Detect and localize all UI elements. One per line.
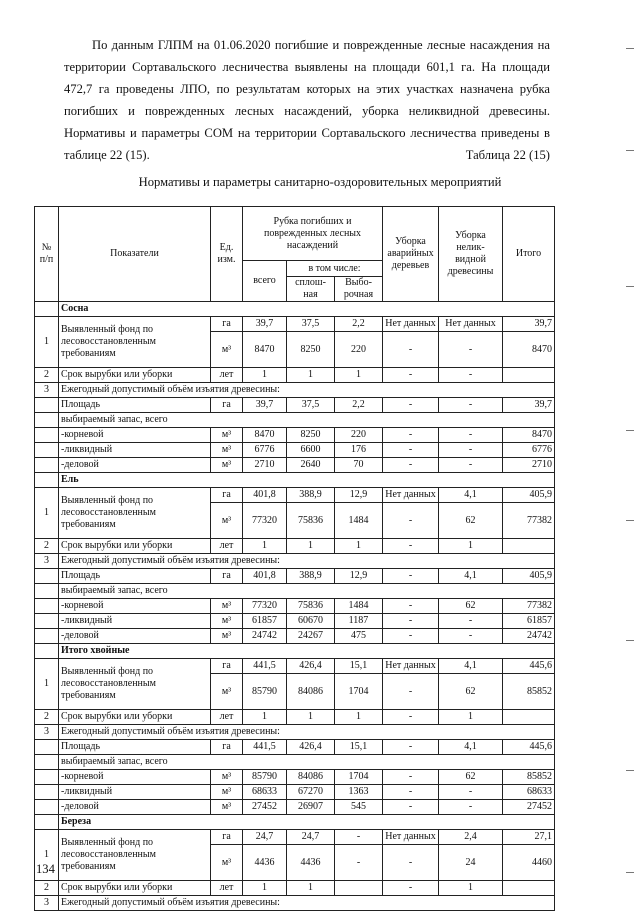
value-cell: 426,4 <box>287 740 335 755</box>
value-cell: 6776 <box>243 443 287 458</box>
value-cell: 441,5 <box>243 659 287 674</box>
table-row <box>35 770 555 785</box>
row-num <box>35 428 59 443</box>
value-cell: 1 <box>439 710 503 725</box>
row-num: 2 <box>35 710 59 725</box>
value-cell <box>503 881 555 896</box>
unit-cell: лет <box>211 539 243 554</box>
value-cell: - <box>335 845 383 881</box>
value-cell: - <box>383 332 439 368</box>
value-cell: 405,9 <box>503 488 555 503</box>
row-num: 3 <box>35 554 59 569</box>
value-cell: Нет данных <box>383 659 439 674</box>
value-cell: 1 <box>243 881 287 896</box>
table-row <box>35 830 555 845</box>
value-cell: 441,5 <box>243 740 287 755</box>
unit-cell: м³ <box>211 770 243 785</box>
header-selective: Выбо-рочная <box>335 277 383 302</box>
value-cell: 75836 <box>287 503 335 539</box>
value-cell: 1 <box>439 539 503 554</box>
value-cell: 8470 <box>503 332 555 368</box>
value-cell: 27,1 <box>503 830 555 845</box>
unit-cell: м³ <box>211 332 243 368</box>
unit-cell: га <box>211 659 243 674</box>
table-row <box>35 368 555 383</box>
row-label: Выявленный фонд по лесовосстановленным требованиям <box>59 488 211 539</box>
header-total: Итого <box>503 207 555 302</box>
scan-edge-marks <box>624 0 638 905</box>
value-cell: - <box>383 599 439 614</box>
table-caption: Нормативы и параметры санитарно-оздоровительных мероприятий <box>138 175 502 189</box>
header-clear: сплош-ная <box>287 277 335 302</box>
value-cell: 1 <box>335 368 383 383</box>
value-cell: - <box>383 458 439 473</box>
value-cell: 2,2 <box>335 398 383 413</box>
header-num: № п/п <box>35 207 59 302</box>
section-num <box>35 302 59 317</box>
value-cell: 61857 <box>243 614 287 629</box>
table-row <box>35 413 555 428</box>
value-cell: - <box>439 443 503 458</box>
value-cell: 24,7 <box>287 830 335 845</box>
row-num <box>35 740 59 755</box>
row-num <box>35 755 59 770</box>
value-cell: 24 <box>439 845 503 881</box>
value-cell: 12,9 <box>335 488 383 503</box>
value-cell: Нет данных <box>383 488 439 503</box>
unit-cell: м³ <box>211 674 243 710</box>
row-num <box>35 614 59 629</box>
row-num: 3 <box>35 896 59 911</box>
row-num <box>35 413 59 428</box>
section-title: Сосна <box>59 302 555 317</box>
edge-mark <box>626 430 634 431</box>
section-num <box>35 644 59 659</box>
edge-mark <box>626 872 634 873</box>
value-cell: 61857 <box>503 614 555 629</box>
table-row <box>35 755 555 770</box>
value-cell: 2710 <box>503 458 555 473</box>
value-cell: 24267 <box>287 629 335 644</box>
value-cell: - <box>383 800 439 815</box>
value-cell: 1 <box>287 539 335 554</box>
table-row <box>35 398 555 413</box>
value-cell: 8250 <box>287 428 335 443</box>
table-row <box>35 785 555 800</box>
unit-cell: м³ <box>211 443 243 458</box>
value-cell: 405,9 <box>503 569 555 584</box>
header-indicators: Показатели <box>59 207 211 302</box>
value-cell: 426,4 <box>287 659 335 674</box>
value-cell <box>503 539 555 554</box>
edge-mark <box>626 48 634 49</box>
edge-mark <box>626 286 634 287</box>
value-cell: 1363 <box>335 785 383 800</box>
value-cell: 75836 <box>287 599 335 614</box>
value-cell: 67270 <box>287 785 335 800</box>
value-cell <box>335 881 383 896</box>
value-cell: 1 <box>335 539 383 554</box>
value-cell: 6776 <box>503 443 555 458</box>
row-label: -корневой <box>59 770 211 785</box>
value-cell: 8250 <box>287 332 335 368</box>
value-cell: 68633 <box>243 785 287 800</box>
table-row <box>35 881 555 896</box>
table-row <box>35 443 555 458</box>
value-cell: 8470 <box>243 332 287 368</box>
row-num <box>35 800 59 815</box>
unit-cell: лет <box>211 881 243 896</box>
unit-cell: м³ <box>211 845 243 881</box>
value-cell: 401,8 <box>243 569 287 584</box>
section-num <box>35 473 59 488</box>
row-label: Выявленный фонд по лесовосстановленным требованиям <box>59 659 211 710</box>
value-cell: 15,1 <box>335 659 383 674</box>
value-cell: 1 <box>287 881 335 896</box>
row-num: 2 <box>35 368 59 383</box>
value-cell: 1704 <box>335 674 383 710</box>
value-cell: 4,1 <box>439 740 503 755</box>
section-row <box>35 644 555 659</box>
unit-cell: м³ <box>211 599 243 614</box>
value-cell: 24,7 <box>243 830 287 845</box>
section-title: Ель <box>59 473 555 488</box>
value-cell: 475 <box>335 629 383 644</box>
value-cell: 4,1 <box>439 659 503 674</box>
value-cell: - <box>383 674 439 710</box>
row-label: выбираемый запас, всего <box>59 584 555 599</box>
norms-table <box>34 206 555 911</box>
value-cell: 2710 <box>243 458 287 473</box>
value-cell: - <box>439 800 503 815</box>
value-cell: 445,6 <box>503 659 555 674</box>
value-cell: 62 <box>439 599 503 614</box>
value-cell: 545 <box>335 800 383 815</box>
value-cell: 84086 <box>287 674 335 710</box>
value-cell: 1484 <box>335 503 383 539</box>
row-label: Площадь <box>59 398 211 413</box>
table-row <box>35 740 555 755</box>
value-cell: - <box>439 332 503 368</box>
section-row <box>35 815 555 830</box>
row-label: -ликвидный <box>59 614 211 629</box>
value-cell: 77320 <box>243 599 287 614</box>
value-cell <box>503 368 555 383</box>
row-label: Площадь <box>59 569 211 584</box>
row-num: 2 <box>35 881 59 896</box>
value-cell: 8470 <box>243 428 287 443</box>
row-label: выбираемый запас, всего <box>59 755 555 770</box>
value-cell: Нет данных <box>383 317 439 332</box>
table-row <box>35 488 555 503</box>
row-label: Срок вырубки или уборки <box>59 539 211 554</box>
unit-cell: га <box>211 569 243 584</box>
value-cell: 1 <box>243 539 287 554</box>
row-num <box>35 458 59 473</box>
row-label: Срок вырубки или уборки <box>59 881 211 896</box>
value-cell: 85790 <box>243 674 287 710</box>
value-cell: 401,8 <box>243 488 287 503</box>
value-cell: 70 <box>335 458 383 473</box>
value-cell: 60670 <box>287 614 335 629</box>
value-cell: 12,9 <box>335 569 383 584</box>
row-label: Ежегодный допустимый объём изъятия древесины: <box>59 554 555 569</box>
value-cell: 39,7 <box>503 398 555 413</box>
value-cell: 68633 <box>503 785 555 800</box>
row-label: выбираемый запас, всего <box>59 413 555 428</box>
value-cell: 77382 <box>503 503 555 539</box>
value-cell: - <box>383 398 439 413</box>
value-cell: 39,7 <box>503 317 555 332</box>
header-unit: Ед. изм. <box>211 207 243 302</box>
value-cell: 176 <box>335 443 383 458</box>
value-cell: - <box>383 428 439 443</box>
unit-cell: м³ <box>211 428 243 443</box>
row-num <box>35 443 59 458</box>
row-label: -деловой <box>59 629 211 644</box>
section-num <box>35 815 59 830</box>
row-num <box>35 599 59 614</box>
value-cell: 4460 <box>503 845 555 881</box>
row-num <box>35 398 59 413</box>
unit-cell: м³ <box>211 503 243 539</box>
value-cell: 39,7 <box>243 398 287 413</box>
value-cell: 220 <box>335 428 383 443</box>
value-cell: 1187 <box>335 614 383 629</box>
value-cell: - <box>383 710 439 725</box>
header-total-felling: всего <box>243 261 287 302</box>
table-row <box>35 710 555 725</box>
row-num: 1 <box>35 830 59 881</box>
value-cell: - <box>383 845 439 881</box>
unit-cell: лет <box>211 710 243 725</box>
value-cell: - <box>383 785 439 800</box>
value-cell: 6600 <box>287 443 335 458</box>
value-cell: 15,1 <box>335 740 383 755</box>
unit-cell: м³ <box>211 800 243 815</box>
page-number: 134 <box>36 862 55 876</box>
value-cell: 2640 <box>287 458 335 473</box>
table-row <box>35 539 555 554</box>
value-cell: - <box>383 503 439 539</box>
value-cell: 4,1 <box>439 488 503 503</box>
row-label: Ежегодный допустимый объём изъятия древесины: <box>59 896 555 911</box>
value-cell: - <box>439 398 503 413</box>
value-cell: 85852 <box>503 770 555 785</box>
value-cell: 24742 <box>503 629 555 644</box>
value-cell: 1 <box>243 368 287 383</box>
value-cell: - <box>383 539 439 554</box>
value-cell: 1 <box>243 710 287 725</box>
value-cell: - <box>383 740 439 755</box>
unit-cell: м³ <box>211 614 243 629</box>
row-label: -ликвидный <box>59 443 211 458</box>
intro-paragraph: По данным ГЛПМ на 01.06.2020 погибшие и поврежденные лесные насаждения на территории Сортавальского лесничества выявлены на площади 601,1 га. На площади 472,7 га проведены ЛПО, по результатам которых на этих участках назначена рубка погибших и поврежденных лесных насаждений, уборка неликвидной древесины. Нормативы и параметры СОМ на территории Сортавальского лесничества приведены в таблице 22 (15). <box>64 38 550 162</box>
edge-mark <box>626 770 634 771</box>
row-num <box>35 785 59 800</box>
table-row <box>35 629 555 644</box>
table-row <box>35 458 555 473</box>
section-title: Итого хвойные <box>59 644 555 659</box>
table-row <box>35 614 555 629</box>
row-label: Выявленный фонд по лесовосстановленным требованиям <box>59 317 211 368</box>
value-cell: - <box>439 368 503 383</box>
table-row <box>35 659 555 674</box>
row-num <box>35 629 59 644</box>
row-label: -корневой <box>59 599 211 614</box>
value-cell: 4,1 <box>439 569 503 584</box>
value-cell: 37,5 <box>287 398 335 413</box>
value-cell: 8470 <box>503 428 555 443</box>
table-row <box>35 584 555 599</box>
value-cell <box>503 710 555 725</box>
section-title: Береза <box>59 815 555 830</box>
value-cell: 1 <box>287 368 335 383</box>
value-cell: 27452 <box>503 800 555 815</box>
value-cell: 2,2 <box>335 317 383 332</box>
edge-mark <box>626 520 634 521</box>
value-cell: 1 <box>287 710 335 725</box>
value-cell: 62 <box>439 770 503 785</box>
section-row <box>35 302 555 317</box>
value-cell: 39,7 <box>243 317 287 332</box>
table-body <box>35 302 555 911</box>
value-cell: - <box>335 830 383 845</box>
value-cell: 62 <box>439 503 503 539</box>
value-cell: 84086 <box>287 770 335 785</box>
row-num: 1 <box>35 488 59 539</box>
value-cell: 37,5 <box>287 317 335 332</box>
value-cell: - <box>383 614 439 629</box>
header-emergency: Уборка аварийных деревьев <box>383 207 439 302</box>
unit-cell: га <box>211 830 243 845</box>
row-label: Срок вырубки или уборки <box>59 368 211 383</box>
row-num: 2 <box>35 539 59 554</box>
table-row <box>35 554 555 569</box>
table-row <box>35 800 555 815</box>
table-row <box>35 599 555 614</box>
value-cell: 388,9 <box>287 569 335 584</box>
unit-cell: лет <box>211 368 243 383</box>
value-cell: 4436 <box>243 845 287 881</box>
value-cell: - <box>439 614 503 629</box>
row-label: -деловой <box>59 800 211 815</box>
unit-cell: м³ <box>211 458 243 473</box>
value-cell: 85852 <box>503 674 555 710</box>
row-num: 1 <box>35 659 59 710</box>
value-cell: - <box>383 443 439 458</box>
row-label: -корневой <box>59 428 211 443</box>
row-label: -ликвидный <box>59 785 211 800</box>
row-num <box>35 770 59 785</box>
value-cell: - <box>383 629 439 644</box>
value-cell: 1 <box>439 881 503 896</box>
row-label: Ежегодный допустимый объём изъятия древесины: <box>59 383 555 398</box>
unit-cell: га <box>211 488 243 503</box>
value-cell: 220 <box>335 332 383 368</box>
value-cell: - <box>383 569 439 584</box>
row-label: Срок вырубки или уборки <box>59 710 211 725</box>
value-cell: 77382 <box>503 599 555 614</box>
row-label: Выявленный фонд по лесовосстановленным требованиям <box>59 830 211 881</box>
row-num: 1 <box>35 317 59 368</box>
header-felling-group: Рубка погибших и поврежденных лесных насаждений <box>243 207 383 261</box>
value-cell: 24742 <box>243 629 287 644</box>
section-row <box>35 473 555 488</box>
table-number: Таблица 22 (15) <box>465 148 550 162</box>
unit-cell: га <box>211 317 243 332</box>
value-cell: 1 <box>335 710 383 725</box>
row-num: 3 <box>35 383 59 398</box>
table-row <box>35 428 555 443</box>
table-row <box>35 383 555 398</box>
value-cell: Нет данных <box>439 317 503 332</box>
value-cell: 77320 <box>243 503 287 539</box>
value-cell: 62 <box>439 674 503 710</box>
header-including: в том числе: <box>287 261 383 277</box>
value-cell: 1704 <box>335 770 383 785</box>
unit-cell: м³ <box>211 785 243 800</box>
value-cell: - <box>439 458 503 473</box>
value-cell: 388,9 <box>287 488 335 503</box>
value-cell: 85790 <box>243 770 287 785</box>
row-num: 3 <box>35 725 59 740</box>
value-cell: Нет данных <box>383 830 439 845</box>
unit-cell: м³ <box>211 629 243 644</box>
edge-mark <box>626 150 634 151</box>
value-cell: 1484 <box>335 599 383 614</box>
value-cell: 4436 <box>287 845 335 881</box>
table-row <box>35 896 555 911</box>
unit-cell: га <box>211 398 243 413</box>
unit-cell: га <box>211 740 243 755</box>
value-cell: 27452 <box>243 800 287 815</box>
row-label: Площадь <box>59 740 211 755</box>
value-cell: - <box>439 785 503 800</box>
value-cell: 445,6 <box>503 740 555 755</box>
value-cell: - <box>439 428 503 443</box>
table-row <box>35 569 555 584</box>
row-num <box>35 584 59 599</box>
value-cell: - <box>383 368 439 383</box>
value-cell: - <box>383 881 439 896</box>
value-cell: - <box>383 770 439 785</box>
edge-mark <box>626 640 634 641</box>
value-cell: - <box>439 629 503 644</box>
row-label: Ежегодный допустимый объём изъятия древесины: <box>59 725 555 740</box>
value-cell: 2,4 <box>439 830 503 845</box>
value-cell: 26907 <box>287 800 335 815</box>
header-illiquid: Уборка нелик-видной древесины <box>439 207 503 302</box>
table-row <box>35 317 555 332</box>
table-row <box>35 725 555 740</box>
row-num <box>35 569 59 584</box>
row-label: -деловой <box>59 458 211 473</box>
